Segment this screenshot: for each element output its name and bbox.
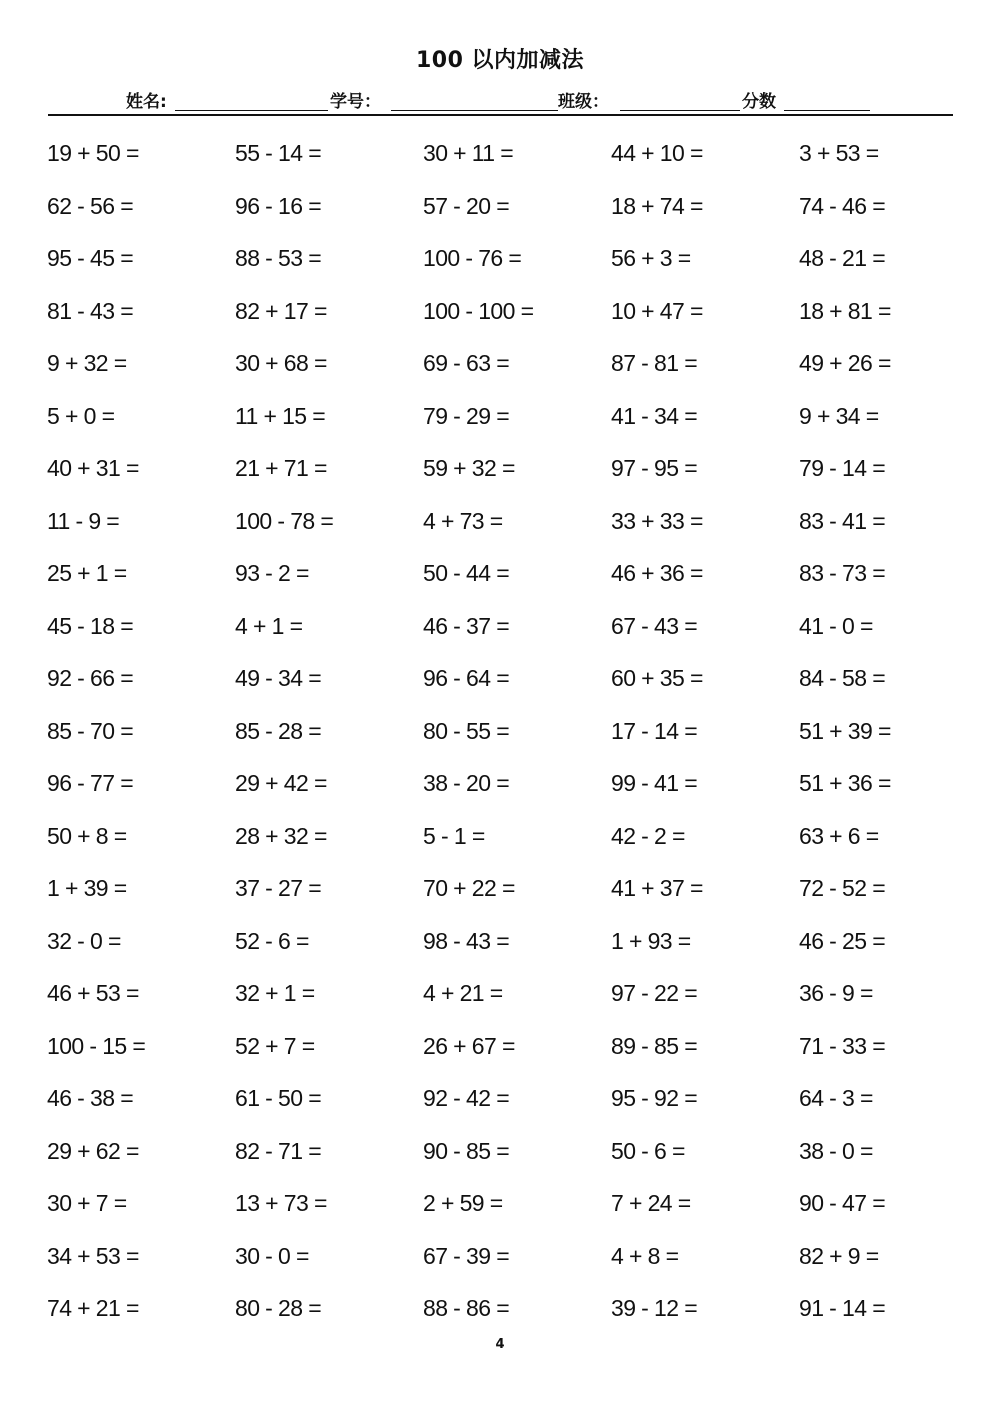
math-problem: 93 - 2 = [235,560,309,586]
math-problem: 96 - 77 = [47,770,134,796]
math-problem: 18 + 74 = [611,192,703,219]
math-problem: 74 + 21 = [47,1295,139,1321]
math-problem: 30 - 0 = [235,1242,309,1269]
math-problem: 32 + 1 = [235,980,315,1006]
math-problem: 79 - 29 = [423,402,510,429]
math-problem: 59 + 32 = [423,455,515,481]
math-problem: 85 - 28 = [235,717,322,744]
math-problem: 51 + 39 = [799,717,891,744]
math-problem: 80 - 55 = [423,717,510,744]
math-problem: 5 + 0 = [47,402,115,429]
math-problem: 60 + 35 = [611,665,703,691]
math-problem: 41 - 0 = [799,612,873,639]
math-problem: 41 - 34 = [611,402,698,429]
class-label: 班级： [558,92,609,112]
student-id-blank[interactable] [391,109,558,111]
math-problem: 11 - 9 = [47,507,120,534]
math-problem: 61 - 50 = [235,1085,322,1111]
math-problem: 30 + 11 = [423,140,514,166]
math-problem: 99 - 41 = [611,770,698,796]
math-problem: 64 - 3 = [799,1085,873,1111]
math-problem: 21 + 71 = [235,455,327,481]
math-problem: 100 - 15 = [47,1032,146,1059]
math-problem: 92 - 42 = [423,1085,510,1111]
math-problem: 48 - 21 = [799,245,886,271]
math-problem: 44 + 10 = [611,140,703,166]
math-problem: 81 - 43 = [47,297,134,324]
math-problem: 9 + 34 = [799,402,879,429]
math-problem: 85 - 70 = [47,717,134,744]
page-number: 4 [495,1337,505,1352]
math-problem: 3 + 53 = [799,140,879,166]
math-problem: 100 - 76 = [423,245,522,271]
math-problem: 52 - 6 = [235,927,309,954]
math-problem: 1 + 93 = [611,927,691,954]
math-problem: 49 - 34 = [235,665,322,691]
math-problem: 1 + 39 = [47,875,127,901]
math-problem: 46 - 37 = [423,612,510,639]
math-problem: 67 - 39 = [423,1242,510,1269]
math-problem: 38 - 0 = [799,1137,873,1164]
math-problem: 18 + 81 = [799,297,891,324]
math-problem: 74 - 46 = [799,192,886,219]
math-problem: 30 + 7 = [47,1190,127,1216]
student-id-label: 学号： [330,92,381,112]
math-problem: 95 - 92 = [611,1085,698,1111]
name-blank[interactable] [175,109,328,111]
math-problem: 4 + 21 = [423,980,503,1006]
math-problem: 4 + 73 = [423,507,503,534]
math-problem: 57 - 20 = [423,192,510,219]
math-problem: 89 - 85 = [611,1032,698,1059]
math-problem: 56 + 3 = [611,245,691,271]
math-problem: 28 + 32 = [235,822,327,849]
math-problem: 98 - 43 = [423,927,510,954]
math-problem: 63 + 6 = [799,822,879,849]
math-problem: 82 - 71 = [235,1137,322,1164]
math-problem: 69 - 63 = [423,350,510,376]
math-problem: 29 + 62 = [47,1137,139,1164]
math-problem: 26 + 67 = [423,1032,515,1059]
math-problem: 36 - 9 = [799,980,873,1006]
math-problem: 46 + 36 = [611,560,703,586]
math-problem: 11 + 15 = [235,402,326,429]
math-problem: 33 + 33 = [611,507,703,534]
math-problem: 7 + 24 = [611,1190,691,1216]
math-problem: 2 + 59 = [423,1190,503,1216]
math-problem: 87 - 81 = [611,350,698,376]
math-problem: 13 + 73 = [235,1190,327,1216]
math-problem: 39 - 12 = [611,1295,698,1321]
math-problem: 50 - 44 = [423,560,510,586]
math-problem: 84 - 58 = [799,665,886,691]
math-problem: 50 + 8 = [47,822,127,849]
math-problem: 79 - 14 = [799,455,886,481]
math-problem: 42 - 2 = [611,822,685,849]
math-problem: 10 + 47 = [611,297,703,324]
math-problem: 19 + 50 = [47,140,139,166]
math-problem: 88 - 86 = [423,1295,510,1321]
problem-grid [47,133,987,1341]
math-problem: 30 + 68 = [235,350,327,376]
math-problem: 95 - 45 = [47,245,134,271]
math-problem: 17 - 14 = [611,717,698,744]
name-label: 姓名: [126,92,167,112]
math-problem: 70 + 22 = [423,875,515,901]
math-problem: 4 + 8 = [611,1242,679,1269]
math-problem: 97 - 95 = [611,455,698,481]
math-problem: 100 - 100 = [423,297,534,324]
math-problem: 29 + 42 = [235,770,327,796]
math-problem: 96 - 16 = [235,192,322,219]
math-problem: 96 - 64 = [423,665,510,691]
math-problem: 62 - 56 = [47,192,134,219]
page-title: 100 以内加减法 [415,48,585,73]
math-problem: 82 + 9 = [799,1242,879,1269]
math-problem: 40 + 31 = [47,455,139,481]
math-problem: 83 - 73 = [799,560,886,586]
math-problem: 51 + 36 = [799,770,891,796]
math-problem: 71 - 33 = [799,1032,886,1059]
math-problem: 37 - 27 = [235,875,322,901]
class-blank[interactable] [620,109,740,111]
math-problem: 55 - 14 = [235,140,322,166]
math-problem: 100 - 78 = [235,507,334,534]
math-problem: 82 + 17 = [235,297,327,324]
math-problem: 46 - 25 = [799,927,886,954]
math-problem: 41 + 37 = [611,875,703,901]
math-problem: 46 - 38 = [47,1085,134,1111]
math-problem: 91 - 14 = [799,1295,886,1321]
student-info-row [48,88,953,116]
math-problem: 25 + 1 = [47,560,127,586]
math-problem: 5 - 1 = [423,822,485,849]
score-label: 分数 [742,92,776,112]
math-problem: 97 - 22 = [611,980,698,1006]
math-problem: 90 - 47 = [799,1190,886,1216]
math-problem: 72 - 52 = [799,875,886,901]
math-problem: 50 - 6 = [611,1137,685,1164]
math-problem: 45 - 18 = [47,612,134,639]
math-problem: 52 + 7 = [235,1032,315,1059]
math-problem: 38 - 20 = [423,770,510,796]
math-problem: 49 + 26 = [799,350,891,376]
math-problem: 80 - 28 = [235,1295,322,1321]
math-problem: 34 + 53 = [47,1242,139,1269]
math-problem: 4 + 1 = [235,612,303,639]
math-problem: 32 - 0 = [47,927,121,954]
math-problem: 88 - 53 = [235,245,322,271]
math-problem: 67 - 43 = [611,612,698,639]
math-problem: 83 - 41 = [799,507,886,534]
score-blank[interactable] [784,109,870,111]
math-problem: 90 - 85 = [423,1137,510,1164]
math-problem: 9 + 32 = [47,350,127,376]
math-problem: 92 - 66 = [47,665,134,691]
math-problem: 46 + 53 = [47,980,139,1006]
